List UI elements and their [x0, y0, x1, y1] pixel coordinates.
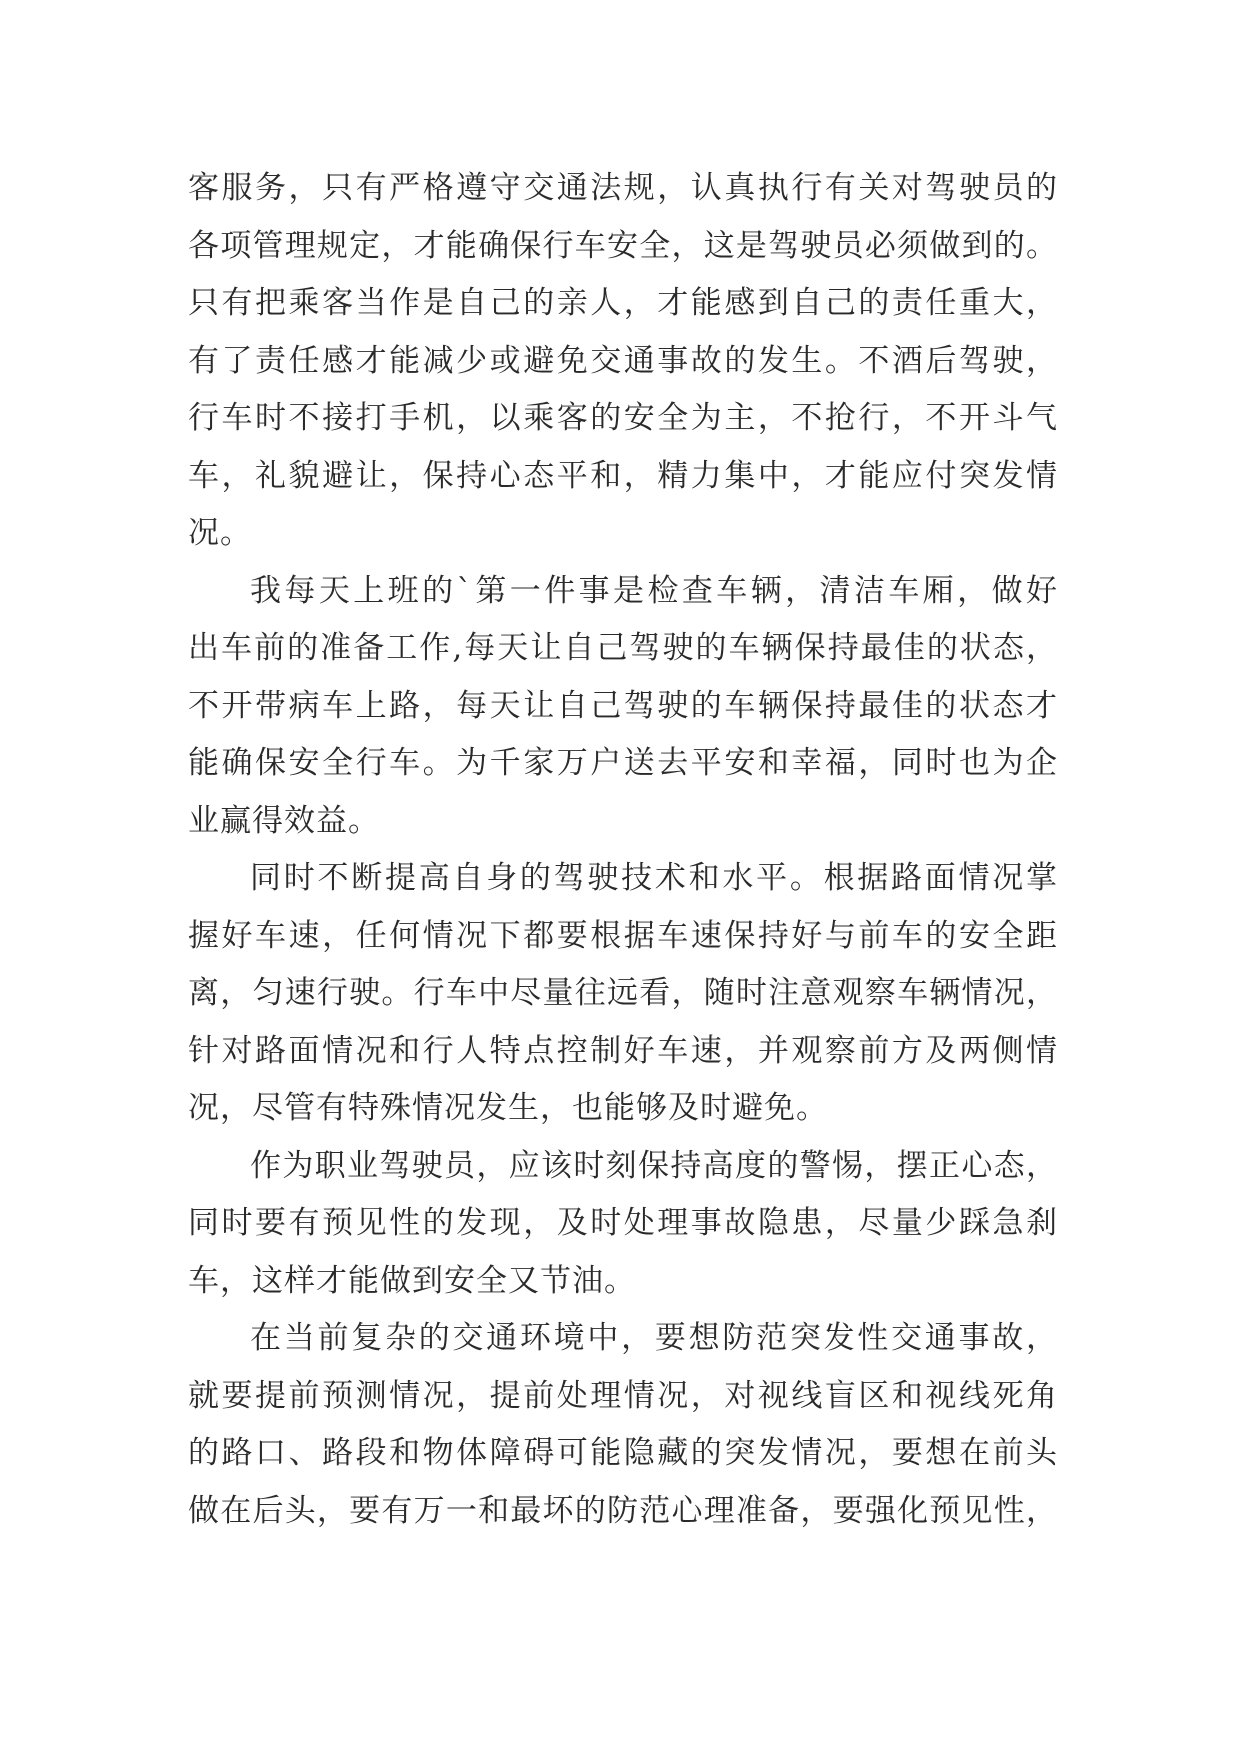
text-line: 的路口、路段和物体障碍可能隐藏的突发情况，要想在前头 [188, 1435, 1058, 1471]
text-line: 行车时不接打手机，以乘客的安全为主，不抢行，不开斗气 [188, 400, 1058, 436]
text-line: 做在后头，要有万一和最坏的防范心理准备，要强化预见性， [188, 1492, 1058, 1529]
text-line: 只有把乘客当作是自己的亲人，才能感到自己的责任重大， [188, 285, 1058, 321]
text-line: 能确保安全行车。为千家万户送去平安和幸福，同时也为企 [188, 745, 1058, 781]
paragraph [188, 850, 1058, 1138]
text-line: 在当前复杂的交通环境中，要想防范突发性交通事故， [250, 1320, 1058, 1356]
text-line: 我每天上班的`第一件事是检查车辆，清洁车厢，做好 [250, 572, 1058, 609]
text-line: 有了责任感才能减少或避免交通事故的发生。不酒后驾驶， [188, 342, 1058, 379]
text-line: 业赢得效益。 [188, 802, 380, 839]
text-line: 车，这样才能做到安全又节油。 [188, 1262, 636, 1299]
paragraph [188, 563, 1058, 851]
text-line: 况。 [188, 515, 252, 551]
text-line: 同时不断提高自身的驾驶技术和水平。根据路面情况掌 [250, 860, 1058, 896]
text-line: 作为职业驾驶员，应该时刻保持高度的警惕，摆正心态， [250, 1147, 1058, 1184]
document-body [188, 160, 1058, 1540]
text-line: 车，礼貌避让，保持心态平和，精力集中，才能应付突发情 [188, 457, 1058, 494]
text-line: 出车前的准备工作,每天让自己驾驶的车辆保持最佳的状态， [188, 630, 1058, 666]
text-line: 不开带病车上路，每天让自己驾驶的车辆保持最佳的状态才 [188, 687, 1058, 724]
text-line: 握好车速，任何情况下都要根据车速保持好与前车的安全距 [188, 917, 1058, 954]
paragraph [188, 1310, 1058, 1540]
text-line: 况，尽管有特殊情况发生，也能够及时避免。 [188, 1090, 828, 1126]
text-line: 针对路面情况和行人特点控制好车速，并观察前方及两侧情 [188, 1032, 1058, 1069]
paragraph [188, 160, 1058, 563]
text-line: 同时要有预见性的发现，及时处理事故隐患，尽量少踩急刹 [188, 1205, 1058, 1241]
text-line: 各项管理规定，才能确保行车安全，这是驾驶员必须做到的。 [188, 227, 1058, 264]
text-line: 离，匀速行驶。行车中尽量往远看，随时注意观察车辆情况， [188, 975, 1058, 1011]
text-line: 客服务，只有严格遵守交通法规，认真执行有关对驾驶员的 [188, 170, 1058, 206]
text-line: 就要提前预测情况，提前处理情况，对视线盲区和视线死角 [188, 1377, 1058, 1414]
paragraph [188, 1138, 1058, 1311]
